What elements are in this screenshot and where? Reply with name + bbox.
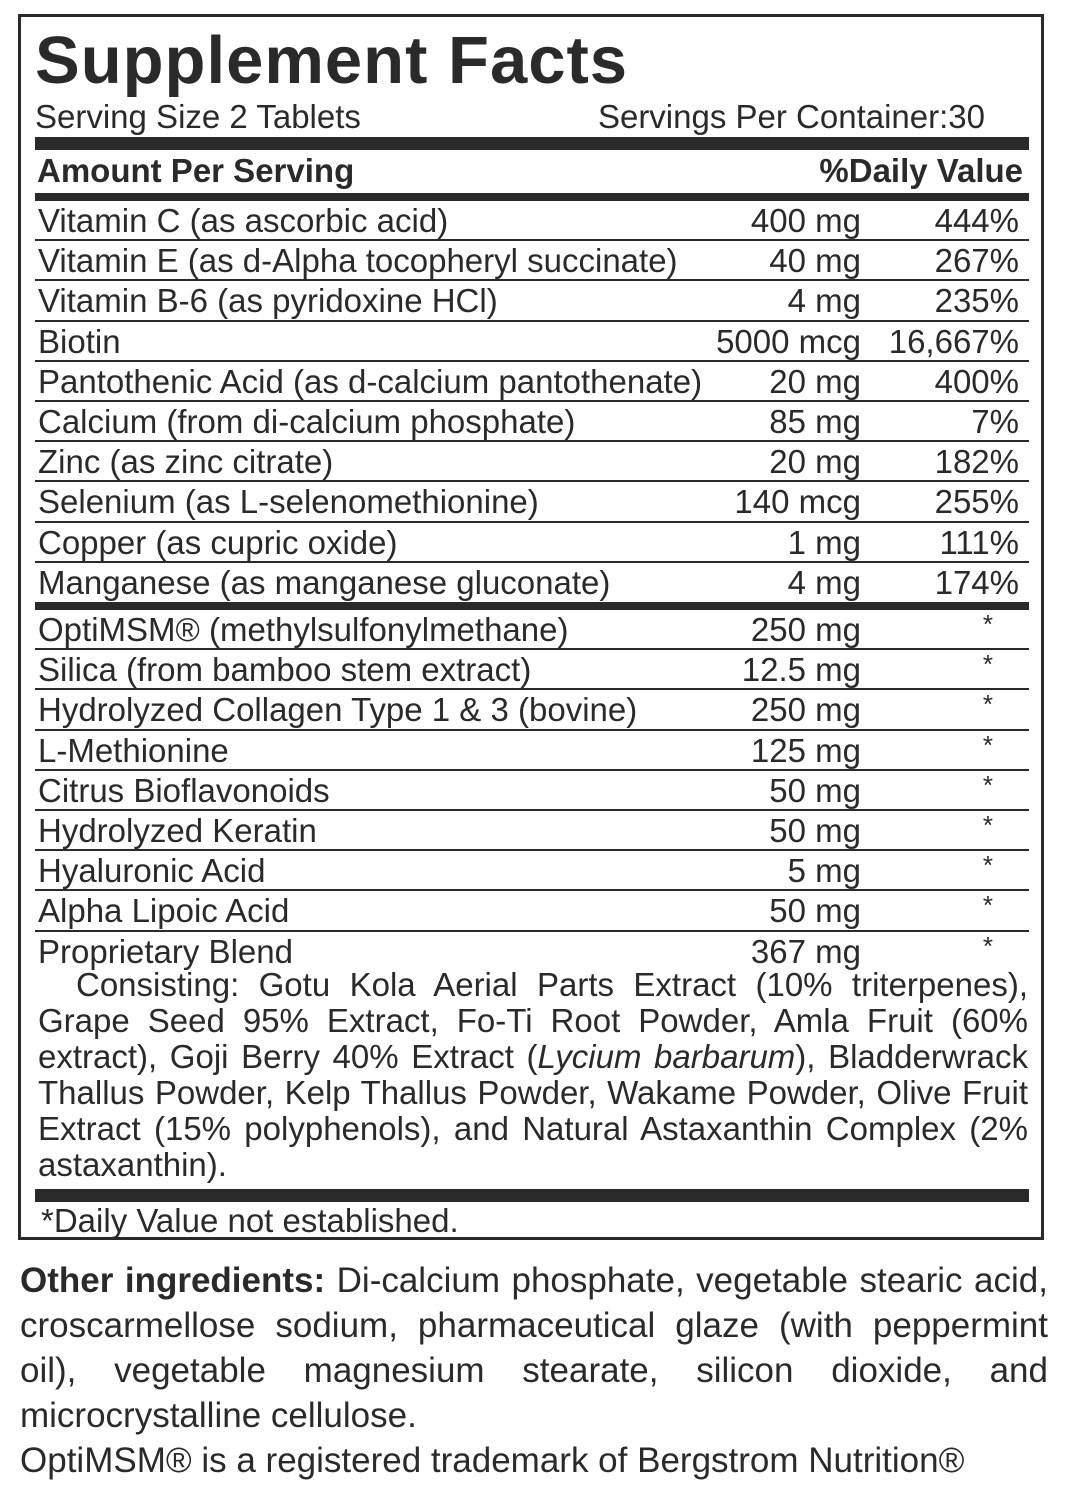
table-row (35, 891, 1029, 931)
ingredient-amount: 4 mg (787, 282, 861, 320)
panel-title: Supplement Facts (35, 23, 629, 98)
table-row (35, 690, 1029, 730)
ingredient-amount: 4 mg (787, 563, 861, 601)
ingredient-amount: 40 mg (769, 242, 861, 280)
ingredient-daily-value: * (982, 769, 993, 800)
ingredient-name: L-Methionine (38, 731, 229, 769)
ingredient-amount: 5 mg (787, 852, 861, 890)
ingredient-daily-value: * (982, 689, 993, 720)
supplement-facts-panel (18, 14, 1044, 1240)
ingredient-daily-value: 182% (934, 443, 1019, 481)
blend-latin-name: Lycium barbarum (537, 1038, 796, 1075)
ingredient-name: Pantothenic Acid (as d-calcium pantothenate) (38, 362, 703, 400)
ingredient-daily-value: * (982, 729, 993, 760)
ingredient-amount: 1 mg (787, 523, 861, 561)
table-row (35, 442, 1029, 482)
servings-per-container: Servings Per Container:30 (597, 98, 985, 135)
table-row (35, 281, 1029, 321)
proprietary-blend-description (38, 967, 1028, 1183)
nutrient-table (35, 201, 1029, 603)
ingredient-amount: 20 mg (769, 362, 861, 400)
ingredient-daily-value: 111% (939, 523, 1019, 561)
table-row (35, 241, 1029, 281)
table-row (35, 563, 1029, 603)
ingredient-name: Copper (as cupric oxide) (38, 523, 398, 561)
ingredient-name: Zinc (as zinc citrate) (38, 443, 334, 481)
ingredient-daily-value: 400% (934, 362, 1019, 400)
ingredient-amount: 140 mcg (734, 483, 861, 521)
ingredient-daily-value: 267% (934, 242, 1019, 280)
ingredient-amount: 50 mg (769, 771, 861, 809)
ingredient-amount: 12.5 mg (741, 651, 861, 689)
table-row (35, 322, 1029, 362)
ingredient-daily-value: 16,667% (888, 322, 1019, 360)
trademark-notice: OptiMSM® is a registered trademark of Bergstrom Nutrition® (20, 1441, 965, 1480)
ingredient-daily-value: * (982, 850, 993, 881)
table-row (35, 851, 1029, 891)
table-row (35, 650, 1029, 690)
ingredient-name: Selenium (as L-selenomethionine) (38, 483, 539, 521)
ingredient-daily-value: 444% (934, 202, 1019, 239)
ingredient-amount: 85 mg (769, 402, 861, 440)
ingredient-daily-value: 7% (971, 402, 1019, 440)
ingredient-amount: 250 mg (750, 691, 861, 729)
ingredient-daily-value: * (982, 890, 993, 921)
ingredient-name: Citrus Bioflavonoids (38, 771, 330, 809)
ingredient-name: Vitamin B-6 (as pyridoxine HCl) (38, 282, 498, 320)
ingredient-name: Calcium (from di-calcium phosphate) (38, 402, 576, 440)
table-row (35, 771, 1029, 811)
blend-text: Consisting: Gotu Kola Aerial Parts Extract (10% triterpenes), Grape Seed 95% Extract, Fo-Ti Root Powder, Amla Fruit (60% extract), Goji Berry 40% Extract ( (38, 966, 1028, 1075)
other-ingredients-label: Other ingredients: (20, 1261, 326, 1300)
daily-value-header: %Daily Value (819, 152, 1023, 189)
ingredient-name: Hyaluronic Acid (38, 852, 266, 890)
ingredient-name: Vitamin C (as ascorbic acid) (38, 202, 449, 239)
ingredient-name: Manganese (as manganese gluconate) (38, 563, 611, 601)
table-row (35, 362, 1029, 402)
serving-size: Serving Size 2 Tablets (35, 98, 361, 135)
ingredient-name: Alpha Lipoic Acid (38, 892, 290, 930)
daily-value-footnote: *Daily Value not established. (41, 1202, 459, 1239)
blend-text-end: ), Bladderwrack Thallus Powder, Kelp Thallus Powder, Wakame Powder, Olive Fruit Extract (15% polyphenols), and Natural Astaxanthin Complex (2% astaxanthin). (38, 1038, 1028, 1183)
table-row (35, 482, 1029, 522)
table-row (35, 523, 1029, 563)
ingredient-amount: 5000 mcg (716, 322, 861, 360)
medium-divider (35, 602, 1029, 610)
table-row (35, 811, 1029, 851)
ingredient-amount: 50 mg (769, 811, 861, 849)
table-row (35, 731, 1029, 771)
other-ingredients (20, 1258, 1048, 1438)
other-ingredients-text: Di-calcium phosphate, vegetable stearic acid, croscarmellose sodium, pharmaceutical glaze (with peppermint oil), vegetable magnesium stearate, silicon dioxide, and microcrystalline cellulose. (20, 1261, 1048, 1435)
ingredient-name: Hydrolyzed Collagen Type 1 & 3 (bovine) (38, 691, 638, 729)
ingredient-amount: 400 mg (750, 202, 861, 239)
medium-divider (35, 193, 1029, 201)
ingredient-name: Silica (from bamboo stem extract) (38, 651, 532, 689)
ingredient-amount: 250 mg (750, 611, 861, 648)
ingredient-daily-value: * (982, 809, 993, 840)
amount-per-serving-header: Amount Per Serving (37, 152, 355, 189)
ingredient-name: Proprietary Blend (38, 932, 293, 970)
ingredient-name: Biotin (38, 322, 121, 360)
ingredient-daily-value: 174% (934, 563, 1019, 601)
table-row (35, 201, 1029, 241)
ingredient-daily-value: * (982, 930, 993, 961)
ingredient-name: Hydrolyzed Keratin (38, 811, 317, 849)
table-row (35, 610, 1029, 650)
ingredient-name: Vitamin E (as d-Alpha tocopheryl succinate) (38, 242, 678, 280)
ingredient-amount: 50 mg (769, 892, 861, 930)
ingredient-amount: 125 mg (750, 731, 861, 769)
other-actives-table (35, 610, 1029, 972)
table-row (35, 402, 1029, 442)
ingredient-daily-value: 235% (934, 282, 1019, 320)
ingredient-amount: 20 mg (769, 443, 861, 481)
ingredient-daily-value: 255% (934, 483, 1019, 521)
ingredient-name: OptiMSM® (methylsulfonylmethane) (38, 611, 569, 648)
ingredient-daily-value: * (982, 649, 993, 680)
ingredient-amount: 367 mg (750, 932, 861, 970)
ingredient-daily-value: * (982, 609, 993, 639)
